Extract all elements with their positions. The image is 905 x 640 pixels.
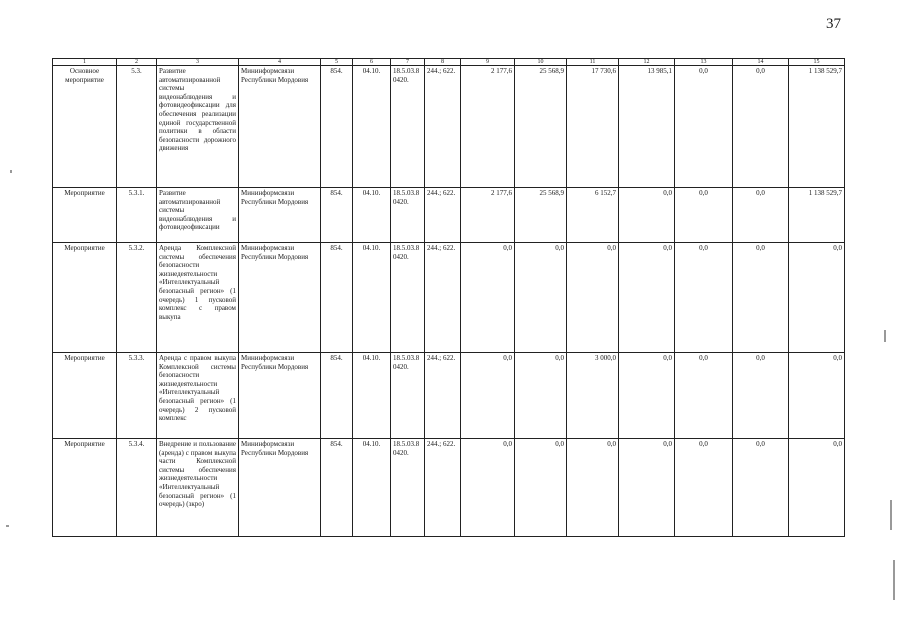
cell-rz: 04.10. (353, 243, 391, 353)
cell-csr: 18.5.03.8 0420. (391, 243, 425, 353)
row-type: Мероприятие (53, 243, 117, 353)
table-row (53, 243, 845, 353)
scan-artifact-left (10, 170, 12, 173)
cell-value: 0,0 (733, 439, 789, 537)
column-number: 10 (515, 59, 567, 66)
cell-csr: 18.5.03.8 0420. (391, 353, 425, 439)
cell-value: 0,0 (789, 353, 845, 439)
cell-csr: 18.5.03.8 0420. (391, 66, 425, 188)
cell-value: 0,0 (567, 243, 619, 353)
cell-value: 0,0 (619, 188, 675, 243)
column-number: 14 (733, 59, 789, 66)
budget-table (52, 58, 845, 537)
row-executor: Мининформсвязи Республики Мордовия (239, 66, 321, 188)
cell-value: 0,0 (619, 439, 675, 537)
cell-value: 0,0 (461, 353, 515, 439)
cell-value: 0,0 (567, 439, 619, 537)
cell-value: 0,0 (515, 439, 567, 537)
cell-rz: 04.10. (353, 439, 391, 537)
cell-value: 0,0 (461, 439, 515, 537)
cell-value: 2 177,6 (461, 66, 515, 188)
column-number: 1 (53, 59, 117, 66)
column-number: 3 (157, 59, 239, 66)
column-number: 7 (391, 59, 425, 66)
row-name: Аренда с правом выкупа Комплексной системы безопасности жизнедеятельности «Интеллектуальный безопасный регион» (1 очередь) 2 пусковой комплекс (157, 353, 239, 439)
row-executor: Мининформсвязи Республики Мордовия (239, 243, 321, 353)
cell-csr: 18.5.03.8 0420. (391, 439, 425, 537)
cell-gr: 854. (321, 188, 353, 243)
row-code: 5.3.3. (117, 353, 157, 439)
column-number: 12 (619, 59, 675, 66)
cell-value: 0,0 (675, 66, 733, 188)
cell-value: 0,0 (675, 439, 733, 537)
cell-rz: 04.10. (353, 353, 391, 439)
cell-value: 1 138 529,7 (789, 188, 845, 243)
row-code: 5.3.2. (117, 243, 157, 353)
cell-value: 0,0 (733, 66, 789, 188)
cell-value: 0,0 (789, 243, 845, 353)
row-type: Мероприятие (53, 188, 117, 243)
cell-value: 13 985,1 (619, 66, 675, 188)
cell-value: 3 000,0 (567, 353, 619, 439)
row-type: Мероприятие (53, 439, 117, 537)
cell-value: 0,0 (619, 353, 675, 439)
column-number: 5 (321, 59, 353, 66)
cell-value: 0,0 (789, 439, 845, 537)
column-number: 13 (675, 59, 733, 66)
row-name: Развитие автоматизированной системы видеонаблюдения и фотовидеофиксации для обеспечения реализации единой государственной политики в области безопасности дорожного движения (157, 66, 239, 188)
row-type: Основное мероприятие (53, 66, 117, 188)
scan-artifact-right (893, 560, 895, 600)
row-code: 5.3. (117, 66, 157, 188)
cell-rz: 04.10. (353, 188, 391, 243)
table-row (53, 353, 845, 439)
row-type: Мероприятие (53, 353, 117, 439)
column-number-row (53, 59, 845, 66)
cell-gr: 854. (321, 243, 353, 353)
cell-value: 25 568,9 (515, 188, 567, 243)
row-code: 5.3.1. (117, 188, 157, 243)
cell-vr: 244.; 622. (425, 353, 461, 439)
column-number: 8 (425, 59, 461, 66)
cell-gr: 854. (321, 439, 353, 537)
cell-value: 0,0 (733, 188, 789, 243)
cell-value: 0,0 (733, 353, 789, 439)
page-number: 37 (826, 16, 841, 32)
cell-gr: 854. (321, 66, 353, 188)
scan-artifact-right (884, 330, 886, 342)
column-number: 6 (353, 59, 391, 66)
scan-artifact-left (6, 525, 9, 527)
cell-value: 0,0 (675, 188, 733, 243)
row-executor: Мининформсвязи Республики Мордовия (239, 188, 321, 243)
cell-vr: 244.; 622. (425, 188, 461, 243)
column-number: 2 (117, 59, 157, 66)
cell-value: 17 730,6 (567, 66, 619, 188)
cell-gr: 854. (321, 353, 353, 439)
cell-value: 2 177,6 (461, 188, 515, 243)
row-name: Внедрение и пользование (аренда) с правом выкупа части Комплексной системы обеспечения жизнедеятельности «Интеллектуальный безопасный регион» (1 очередь) (зкро) (157, 439, 239, 537)
row-executor: Мининформсвязи Республики Мордовия (239, 439, 321, 537)
column-number: 4 (239, 59, 321, 66)
cell-vr: 244.; 622. (425, 439, 461, 537)
scan-artifact-right (890, 500, 892, 530)
cell-value: 0,0 (515, 243, 567, 353)
column-number: 9 (461, 59, 515, 66)
cell-value: 25 568,9 (515, 66, 567, 188)
cell-value: 0,0 (461, 243, 515, 353)
cell-value: 0,0 (515, 353, 567, 439)
cell-value: 1 138 529,7 (789, 66, 845, 188)
row-code: 5.3.4. (117, 439, 157, 537)
row-name: Аренда Комплексной системы обеспечения безопасности жизнедеятельности «Интеллектуальный безопасный регион» (1 очередь) 1 пусковой комплекс с правом выкупа (157, 243, 239, 353)
column-number: 11 (567, 59, 619, 66)
cell-value: 0,0 (733, 243, 789, 353)
cell-vr: 244.; 622. (425, 66, 461, 188)
cell-csr: 18.5.03.8 0420. (391, 188, 425, 243)
cell-value: 0,0 (619, 243, 675, 353)
table-row (53, 439, 845, 537)
cell-value: 0,0 (675, 353, 733, 439)
row-name: Развитие автоматизированной системы видеонаблюдения и фотовидеофиксации (157, 188, 239, 243)
cell-value: 0,0 (675, 243, 733, 353)
cell-value: 6 152,7 (567, 188, 619, 243)
cell-rz: 04.10. (353, 66, 391, 188)
column-number: 15 (789, 59, 845, 66)
cell-vr: 244.; 622. (425, 243, 461, 353)
table-row (53, 66, 845, 188)
table-row (53, 188, 845, 243)
row-executor: Мининформсвязи Республики Мордовия (239, 353, 321, 439)
